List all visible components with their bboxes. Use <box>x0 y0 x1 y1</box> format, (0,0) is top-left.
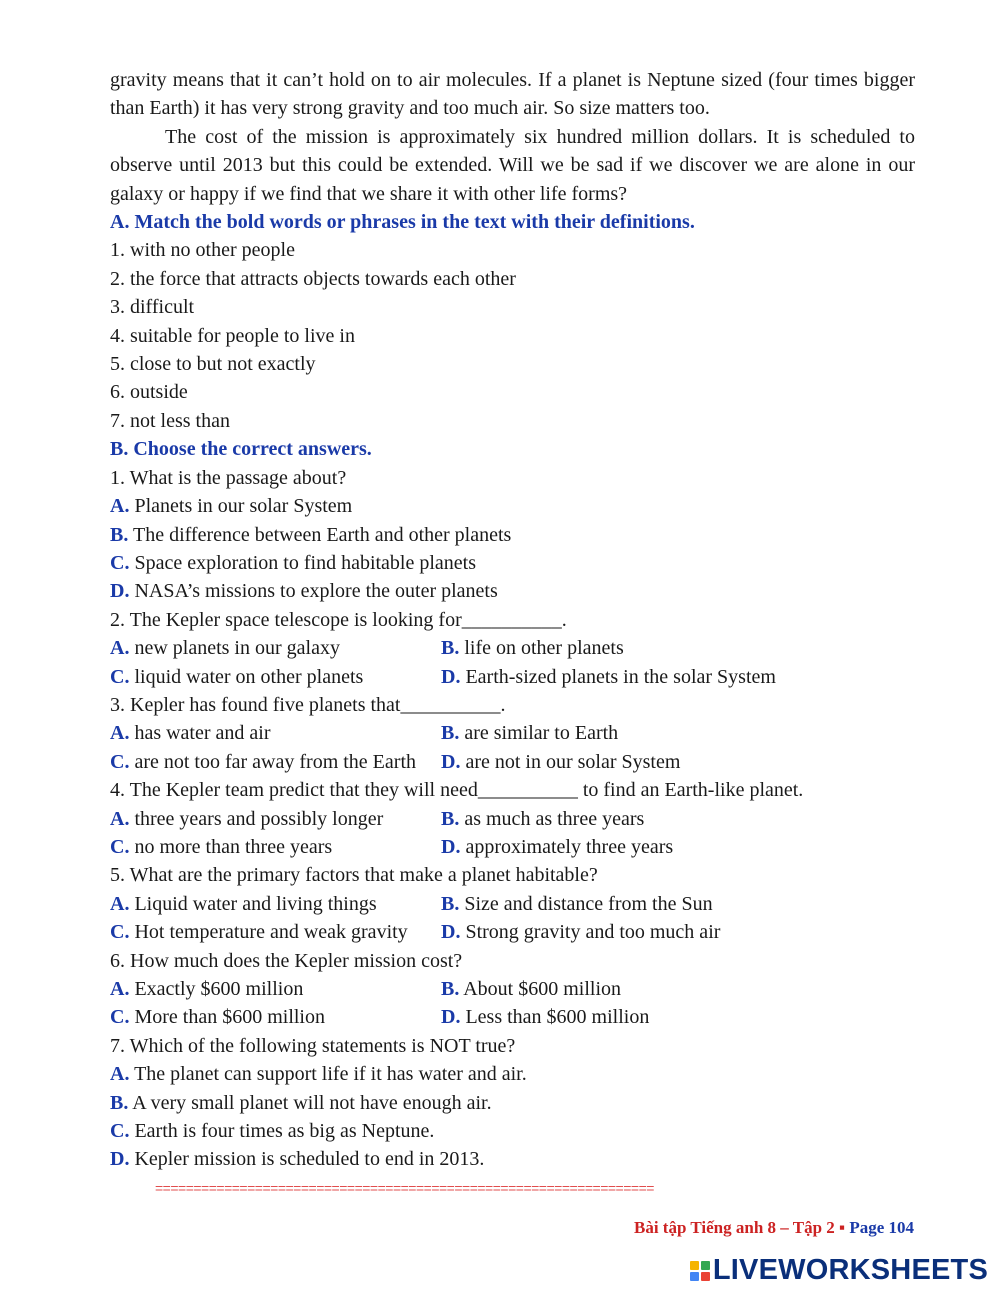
option-d[interactable]: D. approximately three years <box>441 835 674 858</box>
page-footer <box>634 1218 914 1238</box>
passage-paragraph-2: The cost of the mission is approximately six hundred million dollars. It is scheduled to observe until 2013 but this could be extended. Will we be sad if we discover we are alone in our galaxy or happy if we find that we share it with other life forms? <box>110 125 915 205</box>
question-6 <box>110 947 915 1032</box>
worksheet-page <box>110 66 915 1174</box>
option-c[interactable]: C. Hot temperature and weak gravity <box>110 921 408 944</box>
question-text: 7. Which of the following statements is NOT true? <box>110 1034 516 1057</box>
question-4 <box>110 776 915 861</box>
option-c[interactable]: C. no more than three years <box>110 835 333 858</box>
option-a[interactable]: A. Exactly $600 million <box>110 978 304 1000</box>
option-b[interactable]: B. A very small planet will not have enough air. <box>110 1091 492 1114</box>
definition-item: 3. difficult <box>110 296 195 319</box>
logo-square-icon <box>690 1261 699 1270</box>
question-text: 5. What are the primary factors that make a planet habitable? <box>110 864 598 887</box>
option-d[interactable]: D. Kepler mission is scheduled to end in 2013. <box>110 1148 485 1171</box>
logo-square-icon <box>701 1272 710 1281</box>
definition-item: 6. outside <box>110 381 188 404</box>
liveworksheets-wordmark: LIVEWORKSHEETS <box>712 1254 988 1286</box>
question-text: 2. The Kepler space telescope is looking for__________. <box>110 608 567 631</box>
option-a[interactable]: A. Planets in our solar System <box>110 495 353 518</box>
question-text: 4. The Kepler team predict that they will need__________ to find an Earth-like planet. <box>110 779 804 802</box>
logo-square-icon <box>690 1272 699 1281</box>
option-d[interactable]: D. Strong gravity and too much air <box>441 921 721 944</box>
option-a[interactable]: A. new planets in our galaxy <box>110 637 340 660</box>
definition-item: 1. with no other people <box>110 239 295 262</box>
option-d[interactable]: D. Less than $600 million <box>441 1006 650 1029</box>
page-divider: ================================================================= <box>155 1180 654 1196</box>
section-b-title: B. Choose the correct answers. <box>110 438 372 461</box>
option-c[interactable]: C. Earth is four times as big as Neptune. <box>110 1120 435 1143</box>
question-2 <box>110 606 915 691</box>
option-d[interactable]: D. NASA’s missions to explore the outer planets <box>110 580 498 603</box>
option-b[interactable]: B. are similar to Earth <box>441 722 619 745</box>
option-a[interactable]: A. three years and possibly longer <box>110 807 384 830</box>
option-a[interactable]: A. The planet can support life if it has water and air. <box>110 1063 527 1086</box>
option-b[interactable]: B. life on other planets <box>441 637 624 660</box>
option-a[interactable]: A. Liquid water and living things <box>110 892 377 915</box>
option-c[interactable]: C. More than $600 million <box>110 1006 325 1029</box>
option-b[interactable]: B. The difference between Earth and other planets <box>110 523 512 546</box>
option-c[interactable]: C. are not too far away from the Earth <box>110 750 416 773</box>
question-text: 6. How much does the Kepler mission cost? <box>110 949 463 972</box>
question-text: 3. Kepler has found five planets that__________. <box>110 693 506 716</box>
question-7 <box>110 1032 915 1174</box>
option-c[interactable]: C. liquid water on other planets <box>110 665 364 688</box>
question-1 <box>110 464 915 606</box>
option-c[interactable]: C. Space exploration to find habitable planets <box>110 551 477 574</box>
logo-square-icon <box>701 1261 710 1270</box>
definition-item: 2. the force that attracts objects towards each other <box>110 267 516 290</box>
question-3 <box>110 691 915 776</box>
footer-separator: ▪ <box>834 1218 850 1237</box>
passage-paragraph-1: gravity means that it can’t hold on to air molecules. If a planet is Neptune sized (four times bigger than Earth) it has very strong gravity and too much air. So size matters too. <box>110 69 915 120</box>
option-a[interactable]: A. has water and air <box>110 722 271 745</box>
option-d[interactable]: D. Earth-sized planets in the solar System <box>441 665 776 688</box>
option-b[interactable]: B. Size and distance from the Sun <box>441 892 713 915</box>
question-5 <box>110 861 915 946</box>
definition-item: 4. suitable for people to live in <box>110 324 355 347</box>
book-title: Bài tập Tiếng anh 8 – Tập 2 <box>634 1218 835 1237</box>
section-a-title: A. Match the bold words or phrases in the text with their definitions. <box>110 211 695 234</box>
page-number: Page 104 <box>849 1218 914 1237</box>
liveworksheets-logo[interactable] <box>690 1254 988 1287</box>
section-a-list <box>110 236 915 435</box>
option-d[interactable]: D. are not in our solar System <box>441 750 681 773</box>
option-b[interactable]: B. as much as three years <box>441 807 645 830</box>
question-text: 1. What is the passage about? <box>110 466 347 489</box>
liveworksheets-icon <box>690 1261 710 1281</box>
definition-item: 5. close to but not exactly <box>110 353 316 376</box>
option-b[interactable]: B. About $600 million <box>441 978 622 1000</box>
definition-item: 7. not less than <box>110 409 230 432</box>
